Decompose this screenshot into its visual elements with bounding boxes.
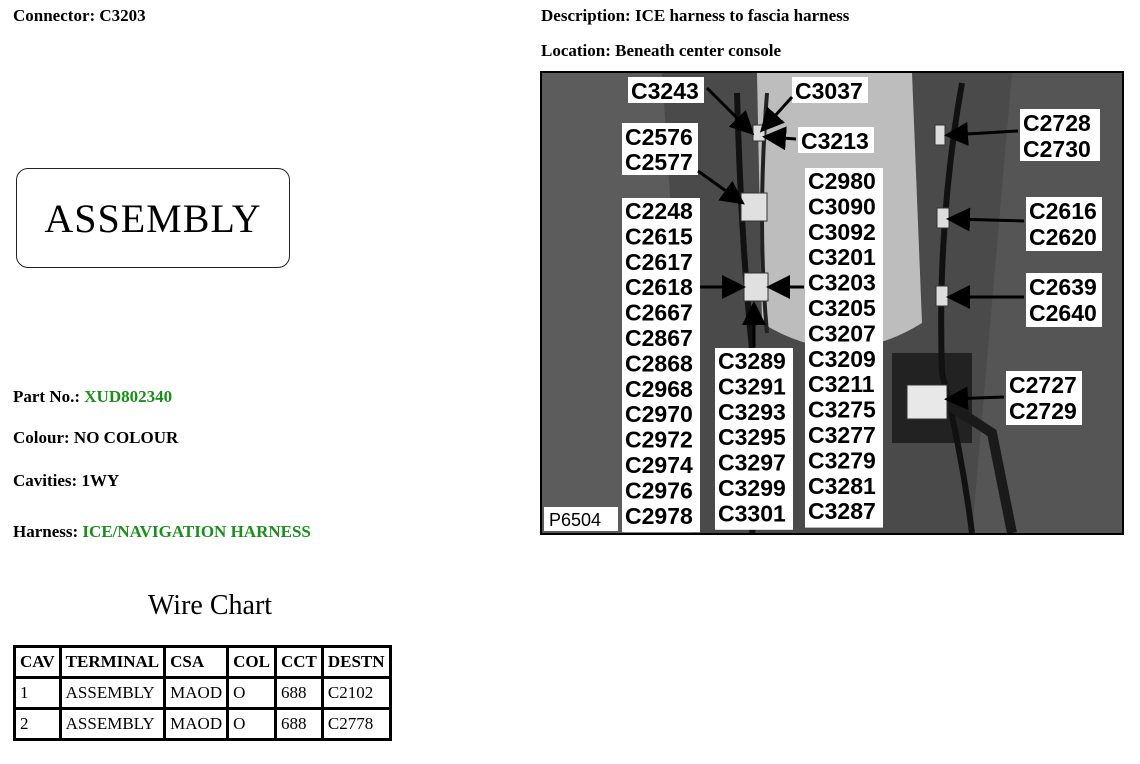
connector-label: C3277 xyxy=(808,422,876,448)
connector-block xyxy=(744,273,768,301)
label-column-left xyxy=(622,198,700,532)
label-c2616 xyxy=(1026,197,1102,251)
label-c3243-text: C3243 xyxy=(631,78,699,104)
table-cell: O xyxy=(228,709,276,740)
label-c2728-text: C2728 xyxy=(1023,110,1091,136)
label-c3037 xyxy=(792,77,868,104)
table-cell: 688 xyxy=(275,678,322,709)
photo-illustration xyxy=(542,73,1122,533)
label-c2730-text: C2730 xyxy=(1023,136,1091,162)
connector-label: C3211 xyxy=(808,371,875,398)
table-cell: 2 xyxy=(15,709,61,740)
connector-label: C2978 xyxy=(625,502,693,529)
label-c2577-text: C2577 xyxy=(625,149,693,175)
label-column-middle xyxy=(715,348,793,530)
connector-label: C3291 xyxy=(718,373,786,400)
harness-label: Harness: xyxy=(13,522,83,541)
table-cell: C2778 xyxy=(322,709,390,740)
connector-label: C3275 xyxy=(808,396,876,423)
connector-location: Location: Beneath center console xyxy=(541,41,782,60)
column-header: TERMINAL xyxy=(60,647,165,678)
photo-code-text: P6504 xyxy=(549,510,602,530)
photo-code xyxy=(544,507,618,531)
label-c2639 xyxy=(1026,273,1102,327)
column-header: DESTN xyxy=(322,647,390,678)
column-header: COL xyxy=(228,647,276,678)
connector-label: C3092 xyxy=(808,218,876,245)
column-header: CSA xyxy=(165,647,228,678)
column-header: CCT xyxy=(275,647,322,678)
connector-id: Connector: C3203 xyxy=(13,6,146,25)
arrow xyxy=(952,219,1024,221)
arrow xyxy=(768,137,796,139)
table-cell: MAOD xyxy=(165,709,228,740)
label-c2727-text: C2727 xyxy=(1009,372,1077,398)
part-number-link[interactable]: XUD802340 xyxy=(84,387,173,406)
label-column-right xyxy=(805,168,883,528)
connector-label: C3281 xyxy=(808,472,876,499)
connector-label: C3301 xyxy=(718,500,786,527)
connector-label: C2867 xyxy=(625,325,693,351)
connector-block xyxy=(741,193,767,221)
column-header: CAV xyxy=(15,647,61,678)
wire-chart-title: Wire Chart xyxy=(148,590,273,621)
connector-label: C2618 xyxy=(625,274,693,301)
table-row xyxy=(15,709,391,740)
table-cell: MAOD xyxy=(165,678,228,709)
connector-label: C3299 xyxy=(718,475,786,501)
connector-block xyxy=(907,385,947,419)
connector-label: C2617 xyxy=(625,248,693,275)
table-cell: 688 xyxy=(275,709,322,740)
part-number-label: Part No.: xyxy=(13,387,85,406)
label-c3213 xyxy=(798,127,874,154)
connector-label: C3203 xyxy=(808,269,876,296)
label-c2640-text: C2640 xyxy=(1029,300,1097,326)
arrow xyxy=(950,397,1004,399)
label-c2620-text: C2620 xyxy=(1029,224,1097,250)
connector-label: C2248 xyxy=(625,198,693,224)
connector-label: C2976 xyxy=(625,477,693,504)
connector-block xyxy=(936,286,948,306)
connector-label: C3207 xyxy=(808,320,876,347)
connector-description: Description: ICE harness to fascia harness xyxy=(541,6,850,25)
connector-block xyxy=(935,125,945,145)
cavities-field: Cavities: 1WY xyxy=(13,471,120,490)
connector-block xyxy=(937,208,949,228)
connector-location-photo xyxy=(540,71,1124,535)
colour-field: Colour: NO COLOUR xyxy=(13,428,179,447)
label-c3213-text: C3213 xyxy=(801,128,869,154)
table-cell: ASSEMBLY xyxy=(60,709,165,740)
connector-label: C3293 xyxy=(718,398,786,425)
connector-label: C2974 xyxy=(625,452,693,478)
label-c2616-text: C2616 xyxy=(1029,198,1097,224)
connector-label: C2968 xyxy=(625,375,693,402)
connector-label: C3279 xyxy=(808,447,876,474)
connector-label: C2615 xyxy=(625,223,693,250)
connector-label: C2970 xyxy=(625,401,693,428)
label-c2727 xyxy=(1006,371,1082,425)
connector-label: C2667 xyxy=(625,299,693,326)
label-c3037-text: C3037 xyxy=(795,78,863,104)
connector-label: C3205 xyxy=(808,295,876,321)
connector-label: C3289 xyxy=(718,348,786,374)
table-header-row xyxy=(15,647,391,678)
table-cell: C2102 xyxy=(322,678,390,709)
harness-field xyxy=(13,522,311,542)
table-cell: 1 xyxy=(15,678,61,709)
connector-label: C3209 xyxy=(808,345,876,372)
connector-label: C2868 xyxy=(625,350,693,377)
connector-label: C2980 xyxy=(808,168,876,194)
connector-block xyxy=(753,125,765,141)
label-c2729-text: C2729 xyxy=(1009,398,1077,424)
connector-label: C3201 xyxy=(808,244,876,271)
table-row xyxy=(15,678,391,709)
label-c3243 xyxy=(628,77,704,104)
harness-link[interactable]: ICE/NAVIGATION HARNESS xyxy=(82,522,311,541)
label-c2639-text: C2639 xyxy=(1029,274,1097,300)
table-cell: ASSEMBLY xyxy=(60,678,165,709)
connector-label: C3090 xyxy=(808,193,876,220)
label-c2576 xyxy=(622,123,698,175)
connector-label: C3295 xyxy=(718,424,786,451)
part-number xyxy=(13,387,172,407)
table-cell: O xyxy=(228,678,276,709)
connector-label: C2972 xyxy=(625,426,693,453)
connector-label: C3287 xyxy=(808,498,876,525)
label-c2576-text: C2576 xyxy=(625,124,693,150)
connector-label: C3297 xyxy=(718,449,786,476)
assembly-symbol xyxy=(16,168,290,268)
wire-chart-table xyxy=(13,645,392,741)
assembly-symbol-label: ASSEMBLY xyxy=(44,196,262,241)
label-c2728 xyxy=(1020,109,1100,162)
